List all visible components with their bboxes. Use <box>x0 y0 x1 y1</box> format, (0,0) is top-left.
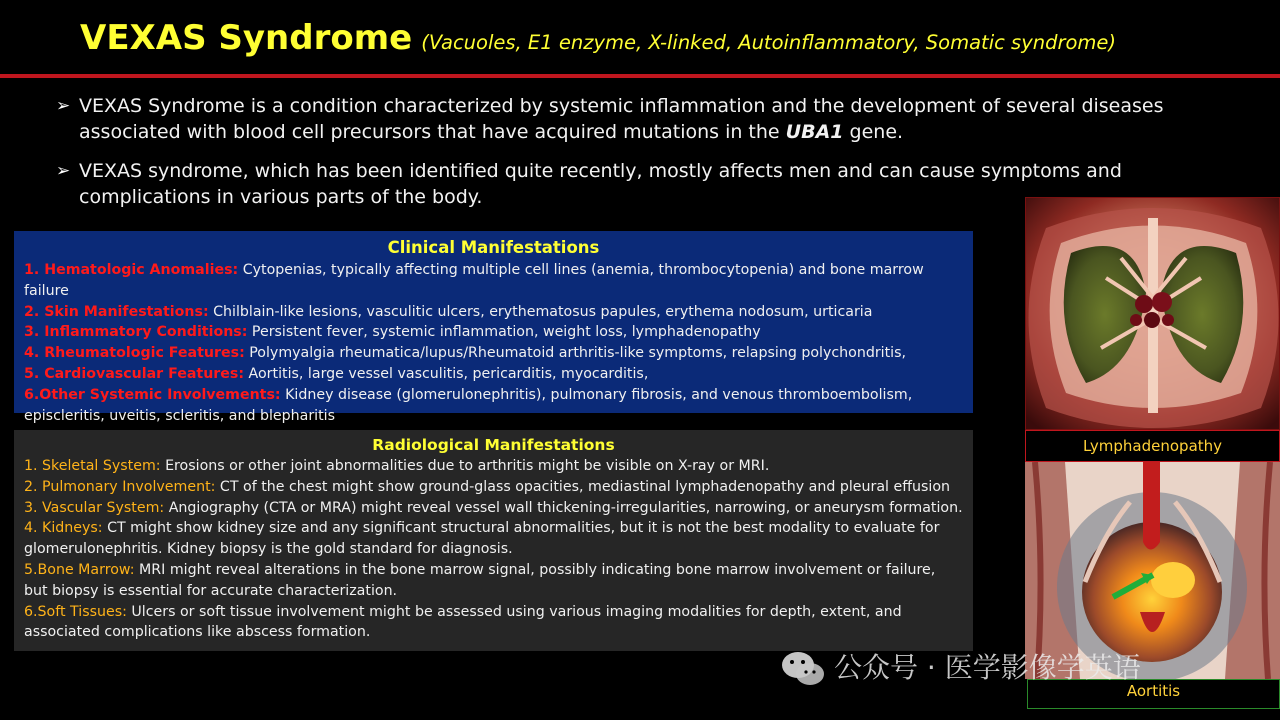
radiological-title: Radiological Manifestations <box>372 436 615 454</box>
lymph-node-icon <box>1026 198 1280 430</box>
clinical-item <box>24 385 963 427</box>
clinical-item <box>24 343 963 364</box>
clinical-item-text: Kidney disease (glomerulonephritis), pulmonary fibrosis, and venous thromboembolism, episcleritis, uveitis, scleritis, and blepharitis <box>24 386 913 424</box>
radiological-item <box>24 498 963 519</box>
radiological-item-text: Angiography (CTA or MRA) might reveal vessel wall thickening-irregularities, narrowing, or aneurysm formation. <box>164 499 963 516</box>
radiological-item <box>24 477 963 498</box>
radiological-item-text: CT might show kidney size and any significant structural abnormalities, but it is not the best modality to evaluate for glomerulonephritis. Kidney biopsy is the gold standard for diagnosis. <box>24 520 940 558</box>
clinical-item <box>24 322 963 343</box>
clinical-item-text: Polymyalgia rheumatica/lupus/Rheumatoid arthritis-like symptoms, relapsing polychondritis, <box>244 345 907 362</box>
watermark-text: 公众号 · 医学影像学英语 <box>834 651 1141 684</box>
clinical-item-label: 1. Hematologic Anomalies: <box>24 262 239 278</box>
lymphadenopathy-caption: Lymphadenopathy <box>1025 430 1280 462</box>
clinical-manifestations-panel <box>14 231 973 424</box>
wechat-watermark <box>780 646 1141 690</box>
clinical-item-text: Persistent fever, systemic inflammation, weight loss, lymphadenopathy <box>247 324 761 341</box>
arrow-bullet-icon: ➢ <box>56 96 71 116</box>
clinical-item-label: 5. Cardiovascular Features: <box>24 365 245 382</box>
aortitis-caption: Aortitis <box>1027 679 1280 709</box>
radiological-item-label: 3. Vascular System: <box>24 499 165 516</box>
clinical-item-label: 6.Other Systemic Involvements: <box>24 386 281 403</box>
radiological-item-label: 5.Bone Marrow: <box>24 561 135 578</box>
clinical-item-label: 4. Rheumatologic Features: <box>24 345 245 362</box>
clinical-item-label: 2. Skin Manifestations: <box>24 303 209 320</box>
arrow-bullet-icon: ➢ <box>56 161 71 181</box>
radiological-item-label: 6.Soft Tissues: <box>24 603 127 620</box>
radiological-manifestations-panel <box>14 430 973 651</box>
clinical-item <box>24 364 963 385</box>
clinical-item-label: 3. Inflammatory Conditions: <box>24 324 248 341</box>
bullet-item <box>56 93 1236 145</box>
clinical-title: Clinical Manifestations <box>387 238 600 257</box>
radiological-item <box>24 602 963 644</box>
radiological-item-label: 1. Skeletal System: <box>24 458 161 474</box>
clinical-item-text: Cytopenias, typically affecting multiple cell lines (anemia, thrombocytopenia) and bone marrow failure <box>24 262 924 299</box>
lymphadenopathy-illustration <box>1025 197 1280 430</box>
clinical-item-text: Aortitis, large vessel vasculitis, pericarditis, myocarditis, <box>244 365 649 382</box>
slide-title <box>80 18 1260 68</box>
radiological-item-text: CT of the chest might show ground-glass opacities, mediastinal lymphadenopathy and pleural effusion <box>215 478 950 495</box>
clinical-item <box>24 302 963 323</box>
bullet-text: VEXAS syndrome, which has been identified quite recently, mostly affects men and can cause symptoms and complications in various parts of the body. <box>79 160 1122 208</box>
radiological-item-label: 2. Pulmonary Involvement: <box>24 478 216 495</box>
clinical-item-text: Chilblain-like lesions, vasculitic ulcers, erythematosus papules, erythema nodosum, urticaria <box>208 303 873 320</box>
bullet-text-end: gene. <box>843 121 904 143</box>
title-main: VEXAS Syndrome <box>80 18 413 58</box>
gene-name: UBA1 <box>785 121 844 143</box>
title-subtitle: (Vacuoles, E1 enzyme, X-linked, Autoinflammatory, Somatic syndrome) <box>421 31 1117 54</box>
title-divider <box>0 74 1280 78</box>
wechat-icon <box>780 650 826 688</box>
clinical-item <box>24 260 963 302</box>
radiological-item <box>24 560 963 602</box>
radiological-item-text: Ulcers or soft tissue involvement might be assessed using various imaging modalities for depth, extent, and associated complications like abscess formation. <box>24 603 902 641</box>
radiological-item-label: 4. Kidneys: <box>24 520 103 537</box>
radiological-item <box>24 518 963 560</box>
radiological-item <box>24 456 963 477</box>
radiological-item-text: MRI might reveal alterations in the bone marrow signal, possibly indicating bone marrow involvement or failure, but biopsy is essential for accurate characterization. <box>24 561 936 599</box>
radiological-item-text: Erosions or other joint abnormalities due to arthritis might be visible on X-ray or MRI. <box>160 458 770 474</box>
bullet-text: VEXAS Syndrome is a condition characterized by systemic inflammation and the development of several diseases associated with blood cell precursors that have acquired mutations in the <box>79 95 1164 143</box>
